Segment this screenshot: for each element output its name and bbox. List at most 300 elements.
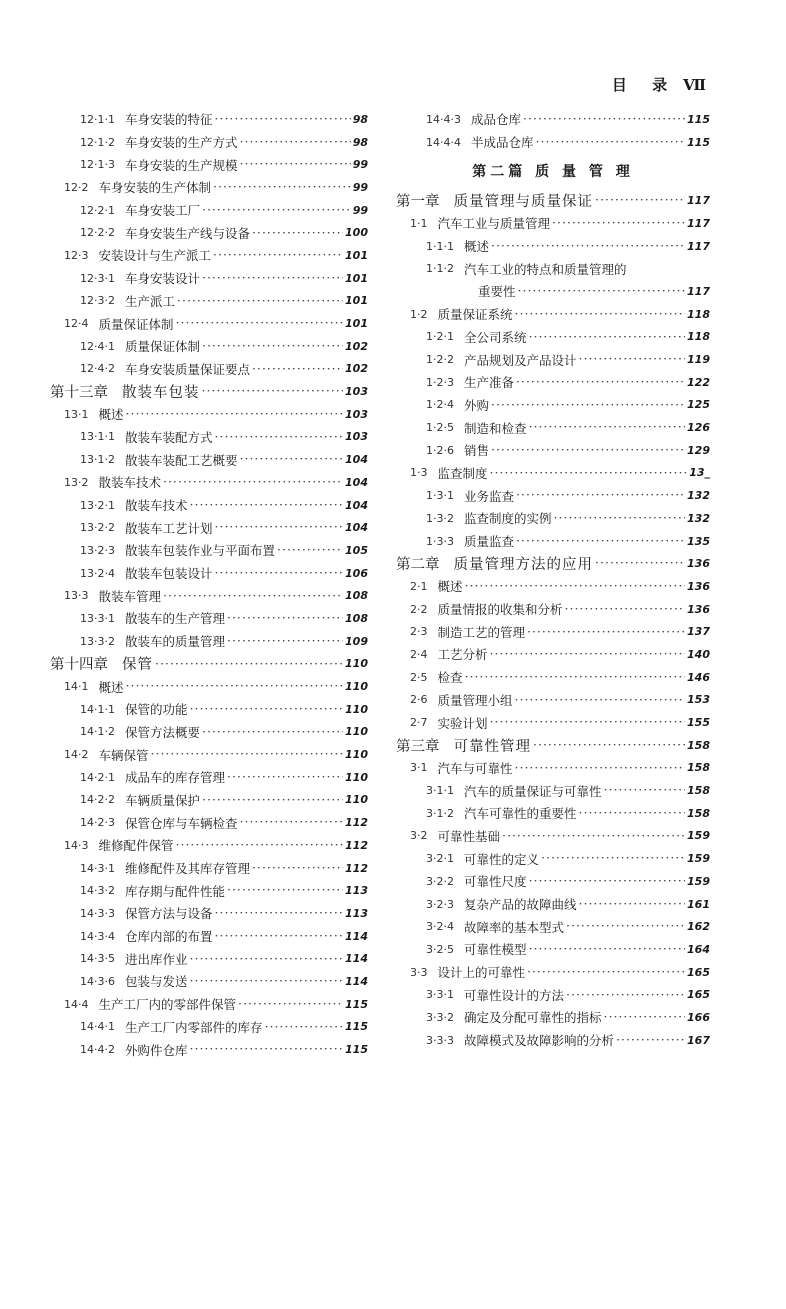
entry-number: 1·2·1 [426, 330, 454, 344]
toc-entry[interactable] [396, 507, 710, 530]
entry-title: 车身安装设计 [125, 271, 201, 287]
entry-title: 安装设计与生产派工 [98, 248, 212, 264]
leader-dots [252, 862, 343, 875]
entry-number: 12·2 [64, 180, 89, 194]
entry-page-number: 104 [345, 498, 368, 512]
toc-left-column [50, 108, 368, 1061]
entry-title: 质量保证体制 [98, 316, 174, 332]
leader-dots [240, 816, 344, 829]
leader-dots [604, 784, 686, 797]
toc-entry[interactable] [396, 326, 710, 349]
toc-entry[interactable] [50, 902, 368, 925]
entry-title: 汽车的质量保证与可靠性 [464, 783, 602, 799]
leader-dots [227, 612, 343, 625]
entry-number: 12·1·2 [80, 135, 115, 149]
page-header [612, 74, 706, 95]
toc-entry[interactable] [396, 1029, 710, 1052]
toc-chapter-entry[interactable] [396, 734, 710, 757]
entry-page-number: 118 [687, 330, 710, 344]
leader-dots [565, 603, 686, 616]
entry-title: 车身安装工厂 [125, 203, 201, 219]
entry-number: 14·4·3 [426, 112, 461, 126]
leader-dots [490, 716, 686, 729]
entry-number: 14·3 [64, 838, 89, 852]
entry-page-number: 98 [352, 112, 368, 126]
toc-entry[interactable] [396, 212, 710, 235]
leader-dots [502, 830, 685, 843]
toc-entry[interactable] [50, 562, 368, 585]
entry-page-number: 112 [345, 838, 368, 852]
entry-page-number: 115 [345, 997, 368, 1011]
entry-page-number: 132 [687, 489, 710, 503]
entry-title: 保管仓库与车辆检查 [125, 815, 238, 831]
entry-number: 14·3·5 [80, 952, 115, 966]
entry-title: 散装车技术 [125, 498, 188, 514]
entry-title: 汽车可靠性的重要性 [464, 806, 577, 822]
entry-number: 1·2·2 [426, 353, 454, 367]
entry-title: 车身安装的生产规模 [125, 157, 238, 173]
entry-title: 可靠性设计的方法 [464, 987, 565, 1003]
leader-dots [529, 421, 686, 434]
entry-number: 12·1·3 [80, 158, 115, 172]
entry-page-number: 167 [687, 1033, 710, 1047]
leader-dots [240, 453, 344, 466]
entry-title: 车辆质量保护 [125, 792, 201, 808]
toc-entry[interactable] [396, 303, 710, 326]
toc-entry[interactable] [50, 789, 368, 812]
header-title: 目 录 [611, 76, 678, 94]
entry-number: 第一章 [396, 194, 440, 211]
entry-title: 散装车工艺计划 [125, 520, 213, 536]
toc-entry[interactable] [50, 811, 368, 834]
entry-number: 13·2·3 [80, 543, 115, 557]
leader-dots [215, 431, 344, 444]
leader-dots [176, 839, 344, 852]
entry-page-number: 110 [345, 657, 368, 671]
entry-title: 可靠性尺度 [464, 874, 527, 890]
toc-entry[interactable] [396, 757, 710, 780]
entry-title: 保管的功能 [125, 702, 188, 718]
entry-page-number: 136 [687, 579, 710, 593]
toc-entry[interactable] [396, 825, 710, 848]
entry-title: 业务监查 [464, 488, 515, 504]
entry-title: 质量保证系统 [437, 307, 513, 323]
toc-entry[interactable] [50, 176, 368, 199]
entry-page-number: 104 [345, 453, 368, 467]
entry-number: 14·3·3 [80, 906, 115, 920]
toc-entry[interactable] [396, 416, 710, 439]
entry-page-number: 110 [345, 793, 368, 807]
entry-title: 确定及分配可靠性的指标 [464, 1010, 602, 1026]
toc-entry[interactable] [50, 675, 368, 698]
toc-entry[interactable] [396, 961, 710, 984]
toc-entry[interactable] [50, 584, 368, 607]
leader-dots [529, 331, 686, 344]
leader-dots [529, 943, 686, 956]
toc-chapter-entry[interactable] [396, 552, 710, 575]
entry-number: 第二章 [396, 557, 440, 574]
toc-entry[interactable] [396, 689, 710, 712]
entry-number: 14·3·6 [80, 974, 115, 988]
entry-title: 可靠性管理 [453, 738, 531, 755]
entry-title: 概述 [98, 679, 124, 695]
toc-entry[interactable] [396, 666, 710, 689]
toc-entry[interactable] [396, 530, 710, 553]
leader-dots [515, 308, 686, 321]
entry-title: 可靠性基础 [437, 828, 501, 844]
leader-dots [527, 966, 685, 979]
entry-title: 车身安装生产线与设备 [125, 225, 251, 241]
toc-entry[interactable] [50, 630, 368, 653]
entry-number: 1·3·1 [426, 489, 454, 503]
entry-number: 1·2·5 [426, 421, 454, 435]
toc-entry[interactable] [396, 870, 710, 893]
toc-entry[interactable] [50, 721, 368, 744]
toc-entry[interactable] [396, 257, 710, 280]
entry-number: 14·4 [64, 997, 89, 1011]
leader-dots [595, 194, 685, 207]
toc-entry[interactable] [50, 947, 368, 970]
toc-entry[interactable] [50, 131, 368, 154]
entry-number: 14·4·1 [80, 1020, 115, 1034]
toc-entry[interactable] [50, 426, 368, 449]
entry-title: 散装车包装 [122, 385, 200, 402]
entry-number: 3·1·1 [426, 784, 454, 798]
entry-title: 散装车装配方式 [125, 429, 213, 445]
toc-entry[interactable] [396, 802, 710, 825]
entry-number: 2·5 [410, 670, 428, 684]
leader-dots [579, 807, 686, 820]
entry-page-number: 108 [345, 589, 368, 603]
toc-entry[interactable] [50, 539, 368, 562]
leader-dots [163, 476, 343, 489]
entry-number: 14·2·1 [80, 770, 115, 784]
toc-entry[interactable] [50, 743, 368, 766]
entry-title: 故障模式及故障影响的分析 [464, 1033, 615, 1049]
entry-number: 第十三章 [50, 385, 108, 402]
entry-number: 12·4·2 [80, 362, 115, 376]
toc-entry[interactable] [50, 403, 368, 426]
entry-number: 1·3·3 [426, 534, 454, 548]
leader-dots [490, 648, 686, 661]
toc-entry[interactable] [50, 879, 368, 902]
entry-title: 质量管理小组 [437, 692, 513, 708]
entry-title: 半成品仓库 [471, 135, 534, 151]
entry-page-number: 115 [687, 135, 710, 149]
entry-page-number: 101 [345, 317, 368, 331]
toc-entry[interactable] [396, 847, 710, 870]
entry-page-number: 115 [345, 1043, 368, 1057]
entry-number: 3·2·4 [426, 920, 454, 934]
leader-dots [240, 136, 351, 149]
toc-entry[interactable] [396, 484, 710, 507]
entry-page-number: 158 [687, 784, 710, 798]
toc-chapter-entry[interactable] [50, 380, 368, 403]
toc-entry[interactable] [50, 290, 368, 313]
leader-dots [533, 739, 685, 752]
toc-entry[interactable] [396, 235, 710, 258]
entry-number: 14·1·2 [80, 725, 115, 739]
entry-number: 14·2 [64, 748, 89, 762]
entry-title: 生产工厂内零部件的库存 [125, 1019, 263, 1035]
entry-title: 制造和检查 [464, 420, 527, 436]
toc-entry[interactable] [50, 335, 368, 358]
entry-page-number: 112 [345, 816, 368, 830]
toc-entry[interactable] [50, 516, 368, 539]
entry-title: 重要性 [478, 284, 516, 300]
entry-page-number: 132 [687, 511, 710, 525]
toc-entry[interactable] [396, 598, 710, 621]
entry-page-number: 110 [345, 680, 368, 694]
leader-dots [213, 249, 343, 262]
leader-dots [595, 557, 685, 570]
toc-entry[interactable] [50, 267, 368, 290]
toc-entry[interactable] [396, 983, 710, 1006]
entry-title: 车辆保管 [98, 747, 149, 763]
leader-dots [491, 240, 685, 253]
toc-entry[interactable] [50, 607, 368, 630]
entry-number: 3·3·2 [426, 1010, 454, 1024]
toc-entry[interactable] [396, 620, 710, 643]
toc-entry[interactable] [396, 893, 710, 916]
leader-dots [604, 1011, 686, 1024]
toc-entry[interactable] [396, 575, 710, 598]
leader-dots [579, 898, 686, 911]
entry-page-number: 115 [687, 112, 710, 126]
entry-title: 复杂产品的故障曲线 [464, 897, 577, 913]
toc-entry[interactable] [396, 280, 710, 303]
entry-title: 包装与发送 [125, 974, 188, 990]
leader-dots [554, 512, 686, 525]
toc-entry[interactable] [50, 1016, 368, 1039]
entry-page-number: 112 [345, 861, 368, 875]
toc-entry[interactable] [396, 1006, 710, 1029]
toc-entry[interactable] [396, 394, 710, 417]
entry-page-number: 129 [687, 443, 710, 457]
entry-number: 2·2 [410, 602, 428, 616]
entry-title: 生产准备 [464, 375, 515, 391]
leader-dots [516, 535, 685, 548]
entry-number: 14·2·2 [80, 793, 115, 807]
toc-entry[interactable] [396, 131, 710, 154]
entry-number: 12·2·1 [80, 203, 115, 217]
toc-entry[interactable] [50, 244, 368, 267]
toc-entry[interactable] [50, 494, 368, 517]
entry-page-number: 104 [345, 521, 368, 535]
toc-entry[interactable] [396, 915, 710, 938]
toc-entry[interactable] [50, 312, 368, 335]
entry-number: 3·3·3 [426, 1033, 454, 1047]
entry-page-number: 109 [345, 634, 368, 648]
entry-title: 可靠性的定义 [464, 851, 540, 867]
leader-dots [252, 227, 343, 240]
entry-title: 监查制度 [437, 465, 488, 481]
toc-chapter-entry[interactable] [396, 189, 710, 212]
entry-title: 质量监查 [464, 534, 515, 550]
entry-page-number: 102 [345, 362, 368, 376]
entry-title: 汽车工业与质量管理 [437, 216, 551, 232]
entry-number: 1·1·1 [426, 239, 454, 253]
entry-title: 设计上的可靠性 [437, 965, 526, 981]
entry-number: 3·2·3 [426, 897, 454, 911]
entry-number: 12·2·2 [80, 226, 115, 240]
entry-number: 14·1·1 [80, 702, 115, 716]
leader-dots [552, 217, 685, 230]
toc-entry[interactable] [396, 462, 710, 485]
entry-page-number: 108 [345, 611, 368, 625]
leader-dots [202, 385, 344, 398]
entry-title: 质量情报的收集和分析 [437, 602, 563, 618]
entry-title: 仓库内部的布置 [125, 929, 213, 945]
entry-title: 工艺分析 [437, 647, 488, 663]
entry-page-number: 162 [687, 920, 710, 934]
entry-title: 外购 [464, 397, 490, 413]
entry-page-number: 146 [687, 670, 710, 684]
leader-dots [515, 762, 686, 775]
toc-entry[interactable] [50, 153, 368, 176]
leader-dots [215, 113, 351, 126]
toc-entry[interactable] [50, 834, 368, 857]
leader-dots [126, 680, 344, 693]
toc-entry[interactable] [396, 371, 710, 394]
leader-dots [277, 544, 343, 557]
entry-number: 12·3 [64, 248, 89, 262]
toc-entry[interactable] [50, 221, 368, 244]
entry-number: 2·7 [410, 716, 428, 730]
entry-title: 概述 [98, 407, 124, 423]
leader-dots [151, 748, 344, 761]
entry-number: 1·1 [410, 216, 428, 230]
entry-number: 3·3·1 [426, 988, 454, 1002]
entry-page-number: 114 [345, 974, 368, 988]
leader-dots [616, 1034, 685, 1047]
toc-entry[interactable] [396, 439, 710, 462]
entry-page-number: 136 [687, 602, 710, 616]
entry-number: 3·2 [410, 829, 428, 843]
entry-number: 1·2 [410, 307, 428, 321]
entry-number: 1·3·2 [426, 511, 454, 525]
toc-entry[interactable] [396, 348, 710, 371]
entry-number: 14·3·4 [80, 929, 115, 943]
entry-number: 13·3·1 [80, 611, 115, 625]
entry-page-number: 122 [687, 375, 710, 389]
leader-dots [516, 376, 685, 389]
entry-number: 1·1·2 [426, 262, 454, 276]
entry-page-number: 110 [345, 725, 368, 739]
toc-entry[interactable] [396, 711, 710, 734]
entry-number: 13·1·1 [80, 430, 115, 444]
entry-page-number: 98 [352, 135, 368, 149]
entry-page-number: 117 [687, 194, 710, 208]
leader-dots [202, 272, 343, 285]
entry-title: 产品规划及产品设计 [464, 352, 577, 368]
entry-title: 保管 [122, 657, 153, 674]
entry-number: 3·2·2 [426, 874, 454, 888]
entry-title: 保管方法概要 [125, 724, 201, 740]
toc-entry[interactable] [50, 766, 368, 789]
leader-dots [238, 998, 343, 1011]
entry-page-number: 102 [345, 339, 368, 353]
entry-page-number: 105 [345, 543, 368, 557]
leader-dots [190, 703, 344, 716]
entry-title: 散装车装配工艺概要 [125, 452, 238, 468]
entry-page-number: 103 [345, 407, 368, 421]
leader-dots [213, 181, 351, 194]
leader-dots [523, 113, 685, 126]
leader-dots [215, 521, 344, 534]
toc-entry[interactable] [50, 857, 368, 880]
entry-number: 14·4·4 [426, 135, 461, 149]
toc-entry[interactable] [50, 925, 368, 948]
entry-title: 全公司系统 [464, 329, 527, 345]
toc-entry[interactable] [50, 358, 368, 381]
leader-dots [215, 567, 344, 580]
toc-chapter-entry[interactable] [50, 653, 368, 676]
leader-dots [215, 907, 344, 920]
entry-page-number: 110 [345, 748, 368, 762]
toc-entry[interactable] [50, 970, 368, 993]
toc-entry[interactable] [50, 698, 368, 721]
entry-page-number: 126 [687, 421, 710, 435]
toc-entry[interactable] [50, 471, 368, 494]
entry-number: 12·4 [64, 317, 89, 331]
entry-title: 质量保证体制 [125, 339, 201, 355]
entry-page-number: 113 [345, 906, 368, 920]
entry-title: 车身安装的生产体制 [98, 180, 212, 196]
entry-number: 14·4·2 [80, 1043, 115, 1057]
entry-title: 生产工厂内的零部件保管 [98, 997, 237, 1013]
entry-title: 制造工艺的管理 [437, 624, 526, 640]
entry-title: 监查制度的实例 [464, 511, 552, 527]
entry-number: 1·2·6 [426, 443, 454, 457]
leader-dots [541, 852, 685, 865]
entry-title: 维修配件及其库存管理 [125, 861, 251, 877]
entry-number: 13·3·2 [80, 634, 115, 648]
toc-entry[interactable] [50, 448, 368, 471]
entry-number: 13·1·2 [80, 453, 115, 467]
entry-number: 12·3·1 [80, 271, 115, 285]
entry-number: 1·3 [410, 466, 428, 480]
entry-number: 2·6 [410, 693, 428, 707]
entry-page-number: 159 [687, 874, 710, 888]
entry-page-number: 101 [345, 271, 368, 285]
leader-dots [529, 875, 686, 888]
entry-title: 散装车包装设计 [125, 566, 213, 582]
entry-number: 13·2·4 [80, 566, 115, 580]
toc-entry[interactable] [50, 993, 368, 1016]
leader-dots [515, 694, 686, 707]
toc-entry[interactable] [396, 108, 710, 131]
leader-dots [227, 771, 343, 784]
toc-entry[interactable] [50, 1038, 368, 1061]
entry-number: 13·2·2 [80, 521, 115, 535]
entry-page-number: 165 [687, 965, 710, 979]
entry-title: 散装车包装作业与平面布置 [125, 543, 276, 559]
toc-entry[interactable] [50, 108, 368, 131]
entry-title: 进出库作业 [125, 951, 188, 967]
toc-entry[interactable] [396, 643, 710, 666]
toc-entry[interactable] [50, 199, 368, 222]
entry-title: 散装车的质量管理 [125, 634, 226, 650]
leader-dots [516, 489, 685, 502]
leader-dots [252, 363, 343, 376]
entry-page-number: 161 [687, 897, 710, 911]
toc-entry[interactable] [396, 938, 710, 961]
entry-title: 检查 [437, 670, 463, 686]
toc-entry[interactable] [396, 779, 710, 802]
entry-page-number: 99 [352, 158, 368, 172]
entry-page-number: 114 [345, 929, 368, 943]
